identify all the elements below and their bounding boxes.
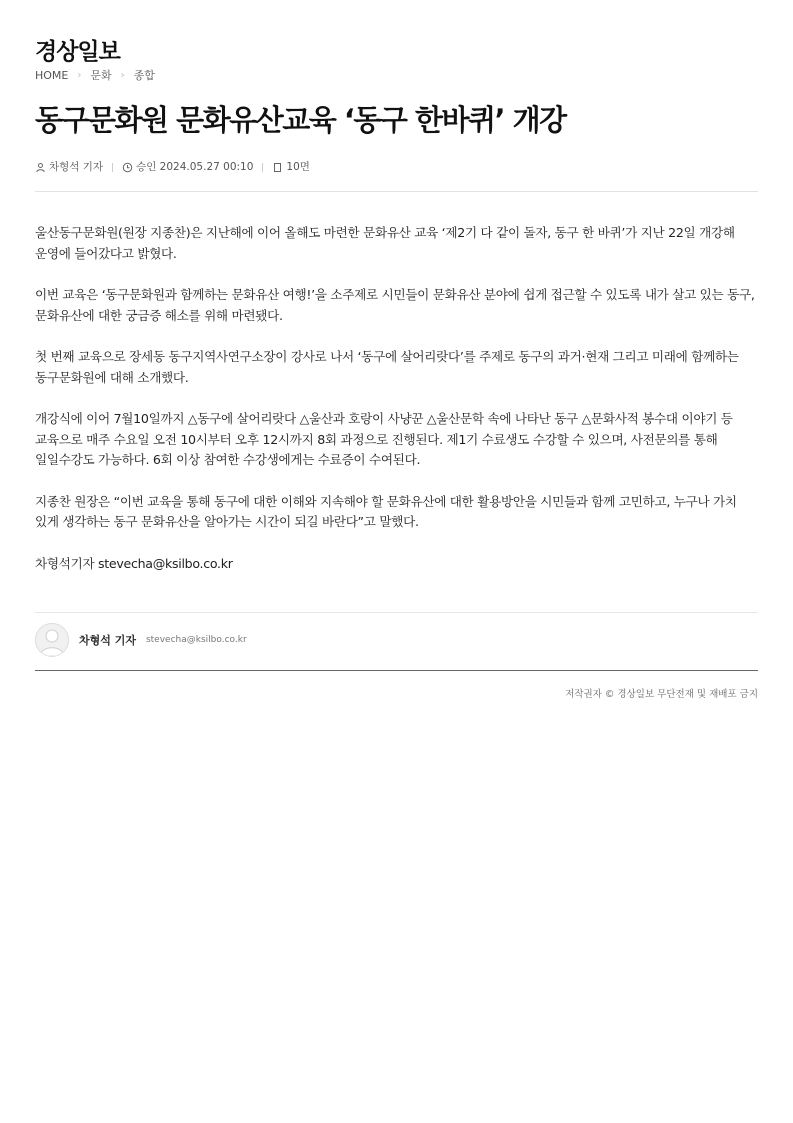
person-icon (35, 162, 46, 173)
meta-page (272, 159, 310, 175)
breadcrumb-subsection[interactable]: 종합 (133, 69, 155, 82)
copyright-notice: 저작권자 © 경상일보 무단전재 및 재배포 금지 (565, 689, 758, 700)
article-body (35, 223, 758, 595)
article-paragraph: 개강식에 이어 7월10일까지 △동구에 살어리랏다 △울산과 호랑이 사냥꾼 △울산문학 속에 나타난 동구 △문화사적 봉수대 이야기 등 교육으로 매주 수요일 오전 10시부터 오후 12시까지 8회 과정으로 진행된다. 제1기 수료생도 수강할 수 있으며, 사전문의를 통해 일일수강도 가능하다. 6회 이상 참여한 수강생에게는 수료증이 수여된다. (35, 411, 733, 467)
meta-reporter[interactable] (35, 159, 103, 175)
meta-divider (112, 163, 113, 172)
chevron-right-icon: › (77, 70, 82, 81)
breadcrumb-section[interactable]: 문화 (90, 69, 112, 82)
article-paragraph: 울산동구문화원(원장 지종찬)은 지난해에 이어 올해도 마련한 문화유산 교육 ‘제2기 다 같이 돌자, 동구 한 바퀴’가 지난 22일 개강해 운영에 들어갔다고 밝혔다. (35, 225, 735, 261)
chevron-right-icon: › (120, 70, 125, 81)
author-email[interactable]: stevecha@ksilbo.co.kr (145, 635, 247, 645)
approved-datetime: 승인 2024.05.27 00:10 (136, 161, 254, 173)
article-paragraph: 지종찬 원장은 “이번 교육을 통해 동구에 대한 이해와 지속해야 할 문화유산에 대한 활용방안을 시민들과 함께 고민하고, 누구나 가치 있게 생각하는 동구 문화유산을 알아가는 시간이 되길 바란다”고 말했다. (35, 493, 737, 529)
reporter-name: 차형석 기자 (49, 161, 104, 173)
header-divider (35, 191, 758, 192)
meta-approved (122, 159, 253, 175)
breadcrumb (35, 68, 155, 84)
article-paragraph: 첫 번째 교육으로 장세동 동구지역사연구소장이 강사로 나서 ‘동구에 살어리랏다’를 주제로 동구의 과거·현재 그리고 미래에 함께하는 동구문화원에 대해 소개했다. (35, 349, 739, 385)
clock-icon (122, 162, 133, 173)
site-logo[interactable]: 경상일보 (35, 39, 120, 65)
author-divider (35, 612, 758, 613)
article-headline: 동구문화원 문화유산교육 ‘동구 한바퀴’ 개강 (35, 103, 566, 137)
print-page: 10면 (286, 161, 310, 173)
meta-divider (262, 163, 263, 172)
author-name[interactable]: 차형석 기자 (79, 634, 136, 647)
avatar-icon (35, 623, 69, 657)
author-box (35, 623, 247, 657)
article-signature: 차형석기자 stevecha@ksilbo.co.kr (35, 555, 233, 571)
page-icon (272, 162, 283, 173)
article-meta (35, 159, 310, 175)
breadcrumb-home[interactable]: HOME (35, 69, 69, 82)
article-paragraph: 이번 교육은 ‘동구문화원과 함께하는 문화유산 여행!’을 소주제로 시민들이 문화유산 분야에 쉽게 접근할 수 있도록 내가 살고 있는 동구, 문화유산에 대한 궁금증 해소를 위해 마련됐다. (35, 287, 755, 323)
footer-divider (35, 670, 758, 671)
